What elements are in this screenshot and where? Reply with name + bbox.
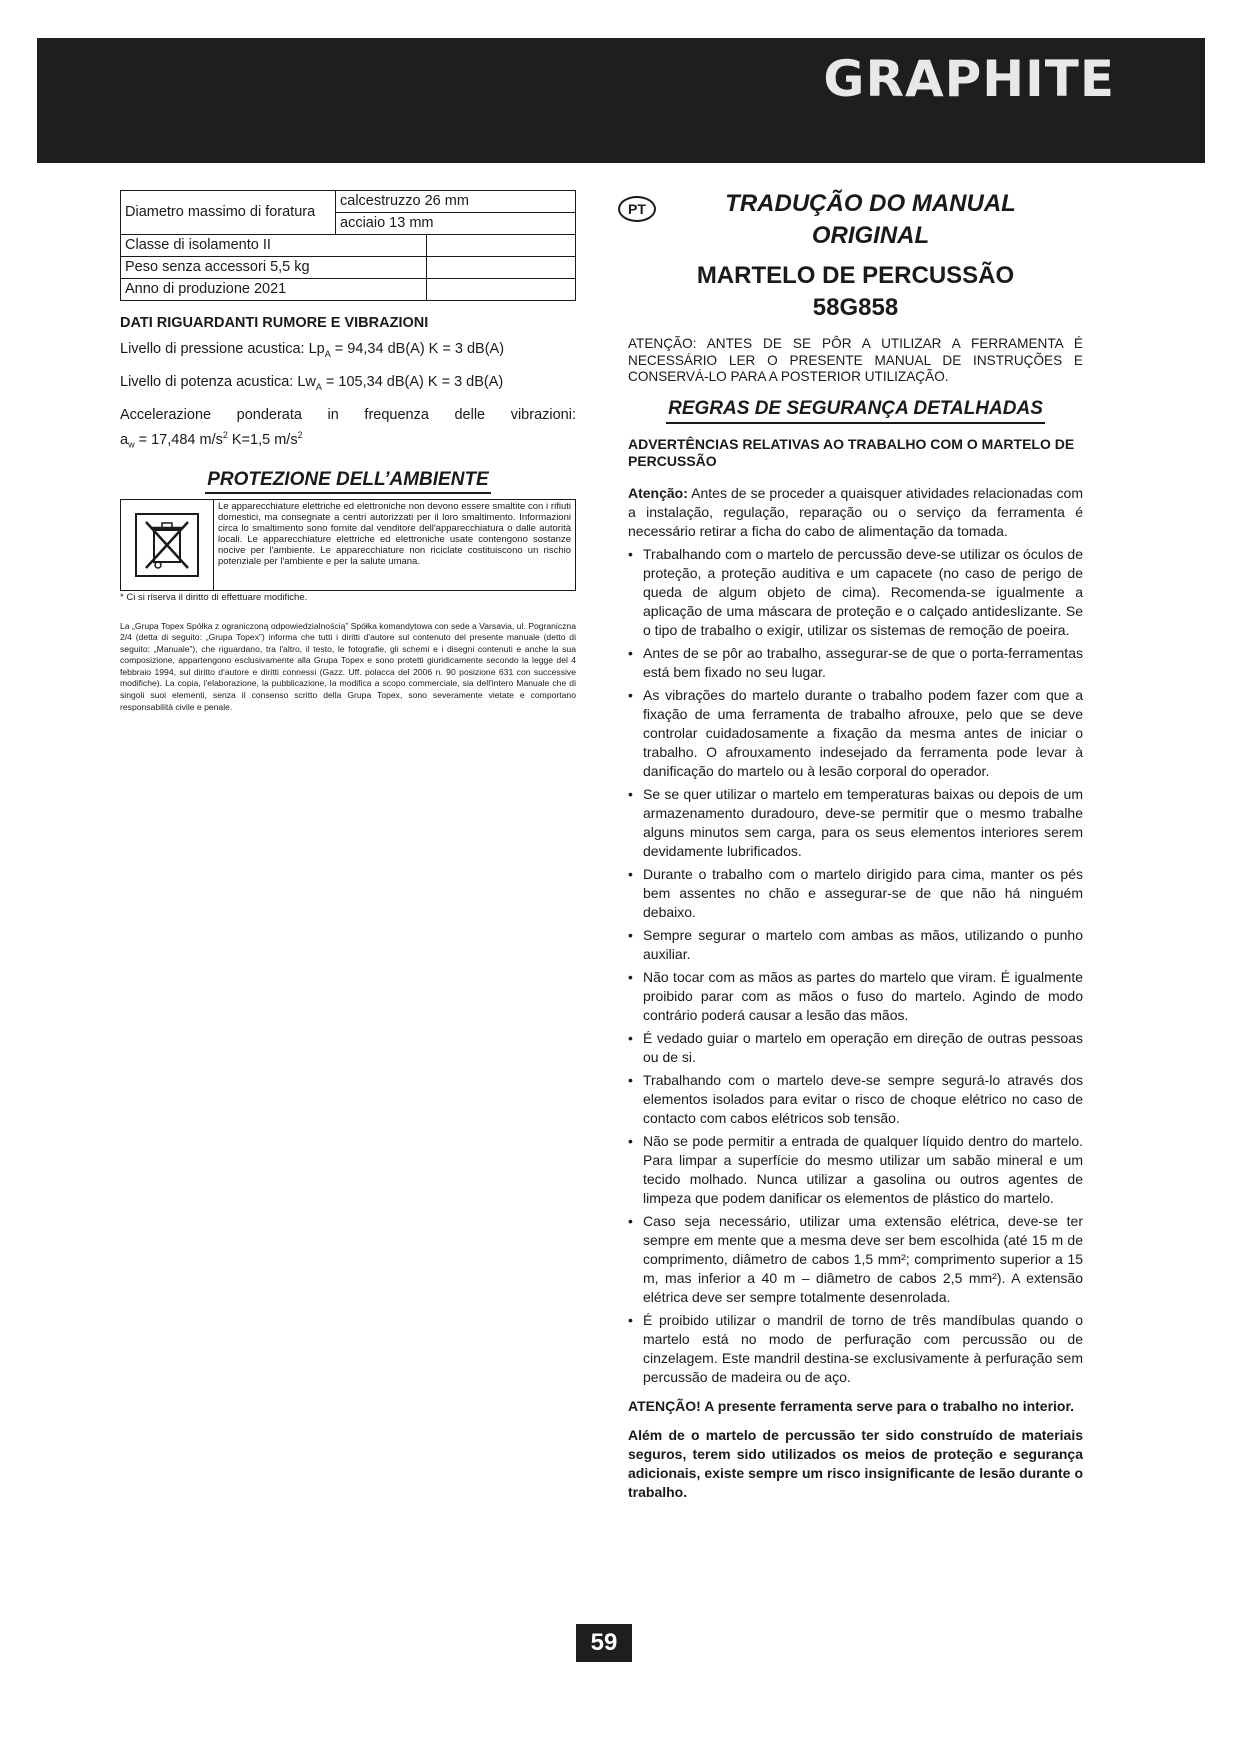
warnings-heading: ADVERTÊNCIAS RELATIVAS AO TRABALHO COM O MARTELO DE PERCUSSÃO [628, 435, 1075, 469]
vibration-k: K=1,5 m/s [231, 431, 298, 448]
sound-pressure-sub: A [324, 348, 331, 359]
left-column [120, 190, 576, 713]
environment-title-text: PROTEZIONE DELL’AMBIENTE [205, 469, 490, 494]
translation-title [658, 188, 1083, 252]
product-model: 58G858 [812, 294, 899, 321]
intro-text: Antes de se proceder a quaisquer atividades relacionadas com a instalação, regulação, reparação ou o serviço da ferramenta é necessário retirar a ficha do cabo de alimentação da tomada. [628, 484, 1083, 539]
weee-box [120, 499, 576, 591]
list-item: • Não se pode permitir a entrada de qualquer líquido dentro do martelo. Para limpar a superfície do mesmo utilizar um sabão mineral e um tecido molhado. Nunca utilizar a gasolina ou outros agentes de limpeza que podem danificar os elementos de plástico do martelo. [628, 1132, 1083, 1208]
spec-insulation: Classe di isolamento II [121, 235, 427, 257]
spec-drill-concrete: calcestruzzo 26 mm [336, 191, 576, 213]
product-title [628, 260, 1083, 324]
product-name: MARTELO DE PERCUSSÃO [696, 262, 1015, 289]
list-item: • As vibrações do martelo durante o trabalho podem fazer com que a fixação de uma ferramenta de trabalho afrouxe, pelo que se deve controlar cuidadosamente a fixação da mesma antes de iniciar o trabalho. O afrouxamento indesejado da ferramenta pode levar à danificação do martelo ou à lesão corporal do operador. [628, 686, 1083, 781]
intro-label: Atenção: [628, 484, 688, 501]
crossed-bin-icon [134, 512, 200, 578]
spec-year: Anno di produzione 2021 [121, 279, 427, 301]
list-item: • Antes de se pôr ao trabalho, assegurar-se de que o porta-ferramentas está bem fixado no seu lugar. [628, 644, 1083, 682]
safety-rules-title [628, 398, 1083, 420]
list-item: • É vedado guiar o martelo em operação em direção de outras pessoas ou de si. [628, 1029, 1083, 1067]
brand-logo: GRAPHITE [823, 50, 1115, 108]
right-column [628, 188, 1083, 1502]
safety-rules-list [628, 545, 1083, 1387]
vibration-symbol: a [120, 431, 129, 448]
list-item: • É proibido utilizar o mandril de torno de três mandíbulas quando o martelo está no modo de perfuração com percussão ou de cinzelagem. Este mandril destina-se exclusivamente à perfuração sem percussão de madeira ou de aço. [628, 1311, 1083, 1387]
list-item: • Trabalhando com o martelo de percussão deve-se utilizar os óculos de proteção, a proteção auditiva e um capacete (no caso de perigo de queda de algum objeto de cima). Recomenda-se igualmente a aplicação de uma máscara de proteção e o calçado antideslizante. Se o tipo de trabalho o exigir, utilizar os sistemas de remoção de poeira. [628, 545, 1083, 640]
residual-risk-note: Além de o martelo de percussão ter sido construído de materiais seguros, terem sido utilizados os meios de proteção e segurança adicionais, existe sempre um risco insignificante de lesão durante o trabalho. [628, 1426, 1083, 1500]
sound-pressure-label: Livello di pressione acustica: Lp [120, 341, 325, 357]
spec-empty-cell [427, 235, 576, 257]
list-item: • Durante o trabalho com o martelo dirigido para cima, manter os pés bem assentes no chão e assegurar-se de que não há ninguém debaixo. [628, 865, 1083, 922]
list-item: • Se se quer utilizar o martelo em temperaturas baixas ou depois de um armazenamento duradouro, deve-se permitir que o mesmo trabalhe alguns minutos sem carga, para os seus elementos interiores serem devidamente lubrificados. [628, 785, 1083, 861]
vibration-value-line [120, 425, 576, 455]
attention-notice: ATENÇÃO: ANTES DE SE PÔR A UTILIZAR A FERRAMENTA É NECESSÁRIO LER O PRESENTE MANUAL DE INSTRUÇÕES E CONSERVÁ-LO PARA A POSTERIOR UTILIZAÇÃO. [628, 336, 1083, 384]
sound-power-sub: A [315, 381, 322, 392]
footnote: * Ci si riserva il diritto di effettuare modifiche. [120, 591, 308, 603]
list-item: • Caso seja necessário, utilizar uma extensão elétrica, deve-se ter sempre em mente que a mesma deve ser bem escolhida (até 15 m de comprimento, diâmetro de cabos 1,5 mm²; comprimento superior a 15 m, mas inferior a 40 m – diâmetro de cabos 2,5 mm²). A extensão elétrica deve ser sempre totalmente desenrolada. [628, 1212, 1083, 1307]
vibration-sup: 2 [222, 429, 228, 440]
weee-text: Le apparecchiature elettriche ed elettroniche non devono essere smaltite con i rifiuti domestici, ma consegnate a centri autorizzati per il loro smaltimento. Informazioni circa lo smaltimento sono fornite dal venditore dell'apparecchiatura o dalle autorità locali. Le apparecchiature elettriche ed elettroniche usate contengono sostanze nocive per l'ambiente. Le apparecchiature non riciclate costituiscono un rischio potenziale per l'ambiente e per la salute umana. [218, 500, 571, 567]
page-number: 59 [576, 1624, 632, 1662]
translation-title-line1: TRADUÇÃO DO MANUAL [725, 190, 1016, 217]
spec-table [120, 190, 576, 301]
list-item: • Trabalhando com o martelo deve-se sempre segurá-lo através dos elementos isolados para evitar o risco de choque elétrico no caso de contacto com cabos elétricos sob tensão. [628, 1071, 1083, 1128]
sound-power-value: = 105,34 dB(A) K = 3 dB(A) [325, 373, 504, 390]
vibration-k-sup: 2 [297, 429, 303, 440]
spec-drill-label: Diametro massimo di foratura [121, 191, 336, 235]
spec-drill-steel: acciaio 13 mm [336, 213, 576, 235]
weee-icon-cell [121, 500, 214, 590]
intro-paragraph [628, 484, 1083, 541]
spec-empty-cell [427, 279, 576, 301]
safety-rules-title-text: REGRAS DE SEGURANÇA DETALHADAS [666, 398, 1045, 424]
copyright-notice: La „Grupa Topex Spółka z ograniczoną odpowiedzialnością” Spółka komandytowa con sede a Varsavia, ul. Pograniczna 2/4 (detta di seguito: „Grupa Topex”) informa che tutti i diritti d'autore sul contenuto del presente manuale (detto di seguito: „Manuale”), che riguardano, tra l'altro, il testo, le fotografie, gli schemi e i disegni contenuti e anche la sua composizione, appartengono esclusivamente alla Grupa Topex e sono protetti giuridicamente secondo la legge del 4 febbraio 1994, sul diritto d'autore e diritti connessi (Gazz. Uff. polacca del 2006 n. 90 posizione 631 con successive modifiche). La copia, l'elaborazione, la pubblicazione, la modifica a scopo commerciale, sia dell'intero Manuale che di singoli suoi elementi, senza il consenso scritto della Grupa Topex, sono severamente vietate e comportano responsabilità civile e penale. [120, 620, 576, 712]
translation-title-line2: ORIGINAL [811, 222, 930, 249]
spec-weight: Peso senza accessori 5,5 kg [121, 257, 427, 279]
language-badge: PT [618, 196, 656, 222]
sound-pressure-value: = 94,34 dB(A) K = 3 dB(A) [334, 341, 505, 357]
list-item: • Não tocar com as mãos as partes do martelo que viram. É igualmente proibido parar com as mãos o fuso do martelo. Agindo de modo contrário poderá causar a lesão das mãos. [628, 968, 1083, 1025]
vibration-label: Accelerazione ponderata in frequenza delle vibrazioni: [120, 406, 576, 423]
sound-pressure-line [120, 339, 576, 364]
sound-power-label: Livello di potenza acustica: Lw [120, 373, 316, 390]
indoor-use-note: ATENÇÃO! A presente ferramenta serve para o trabalho no interior. [628, 1397, 1075, 1414]
environment-title [120, 469, 576, 491]
vibration-sub: w [128, 439, 135, 450]
list-item: • Sempre segurar o martelo com ambas as mãos, utilizando o punho auxiliar. [628, 926, 1083, 964]
vibration-value: = 17,484 m/s [138, 431, 223, 448]
noise-heading: DATI RIGUARDANTI RUMORE E VIBRAZIONI [120, 315, 429, 331]
spec-empty-cell [427, 257, 576, 279]
sound-power-line [120, 372, 576, 397]
